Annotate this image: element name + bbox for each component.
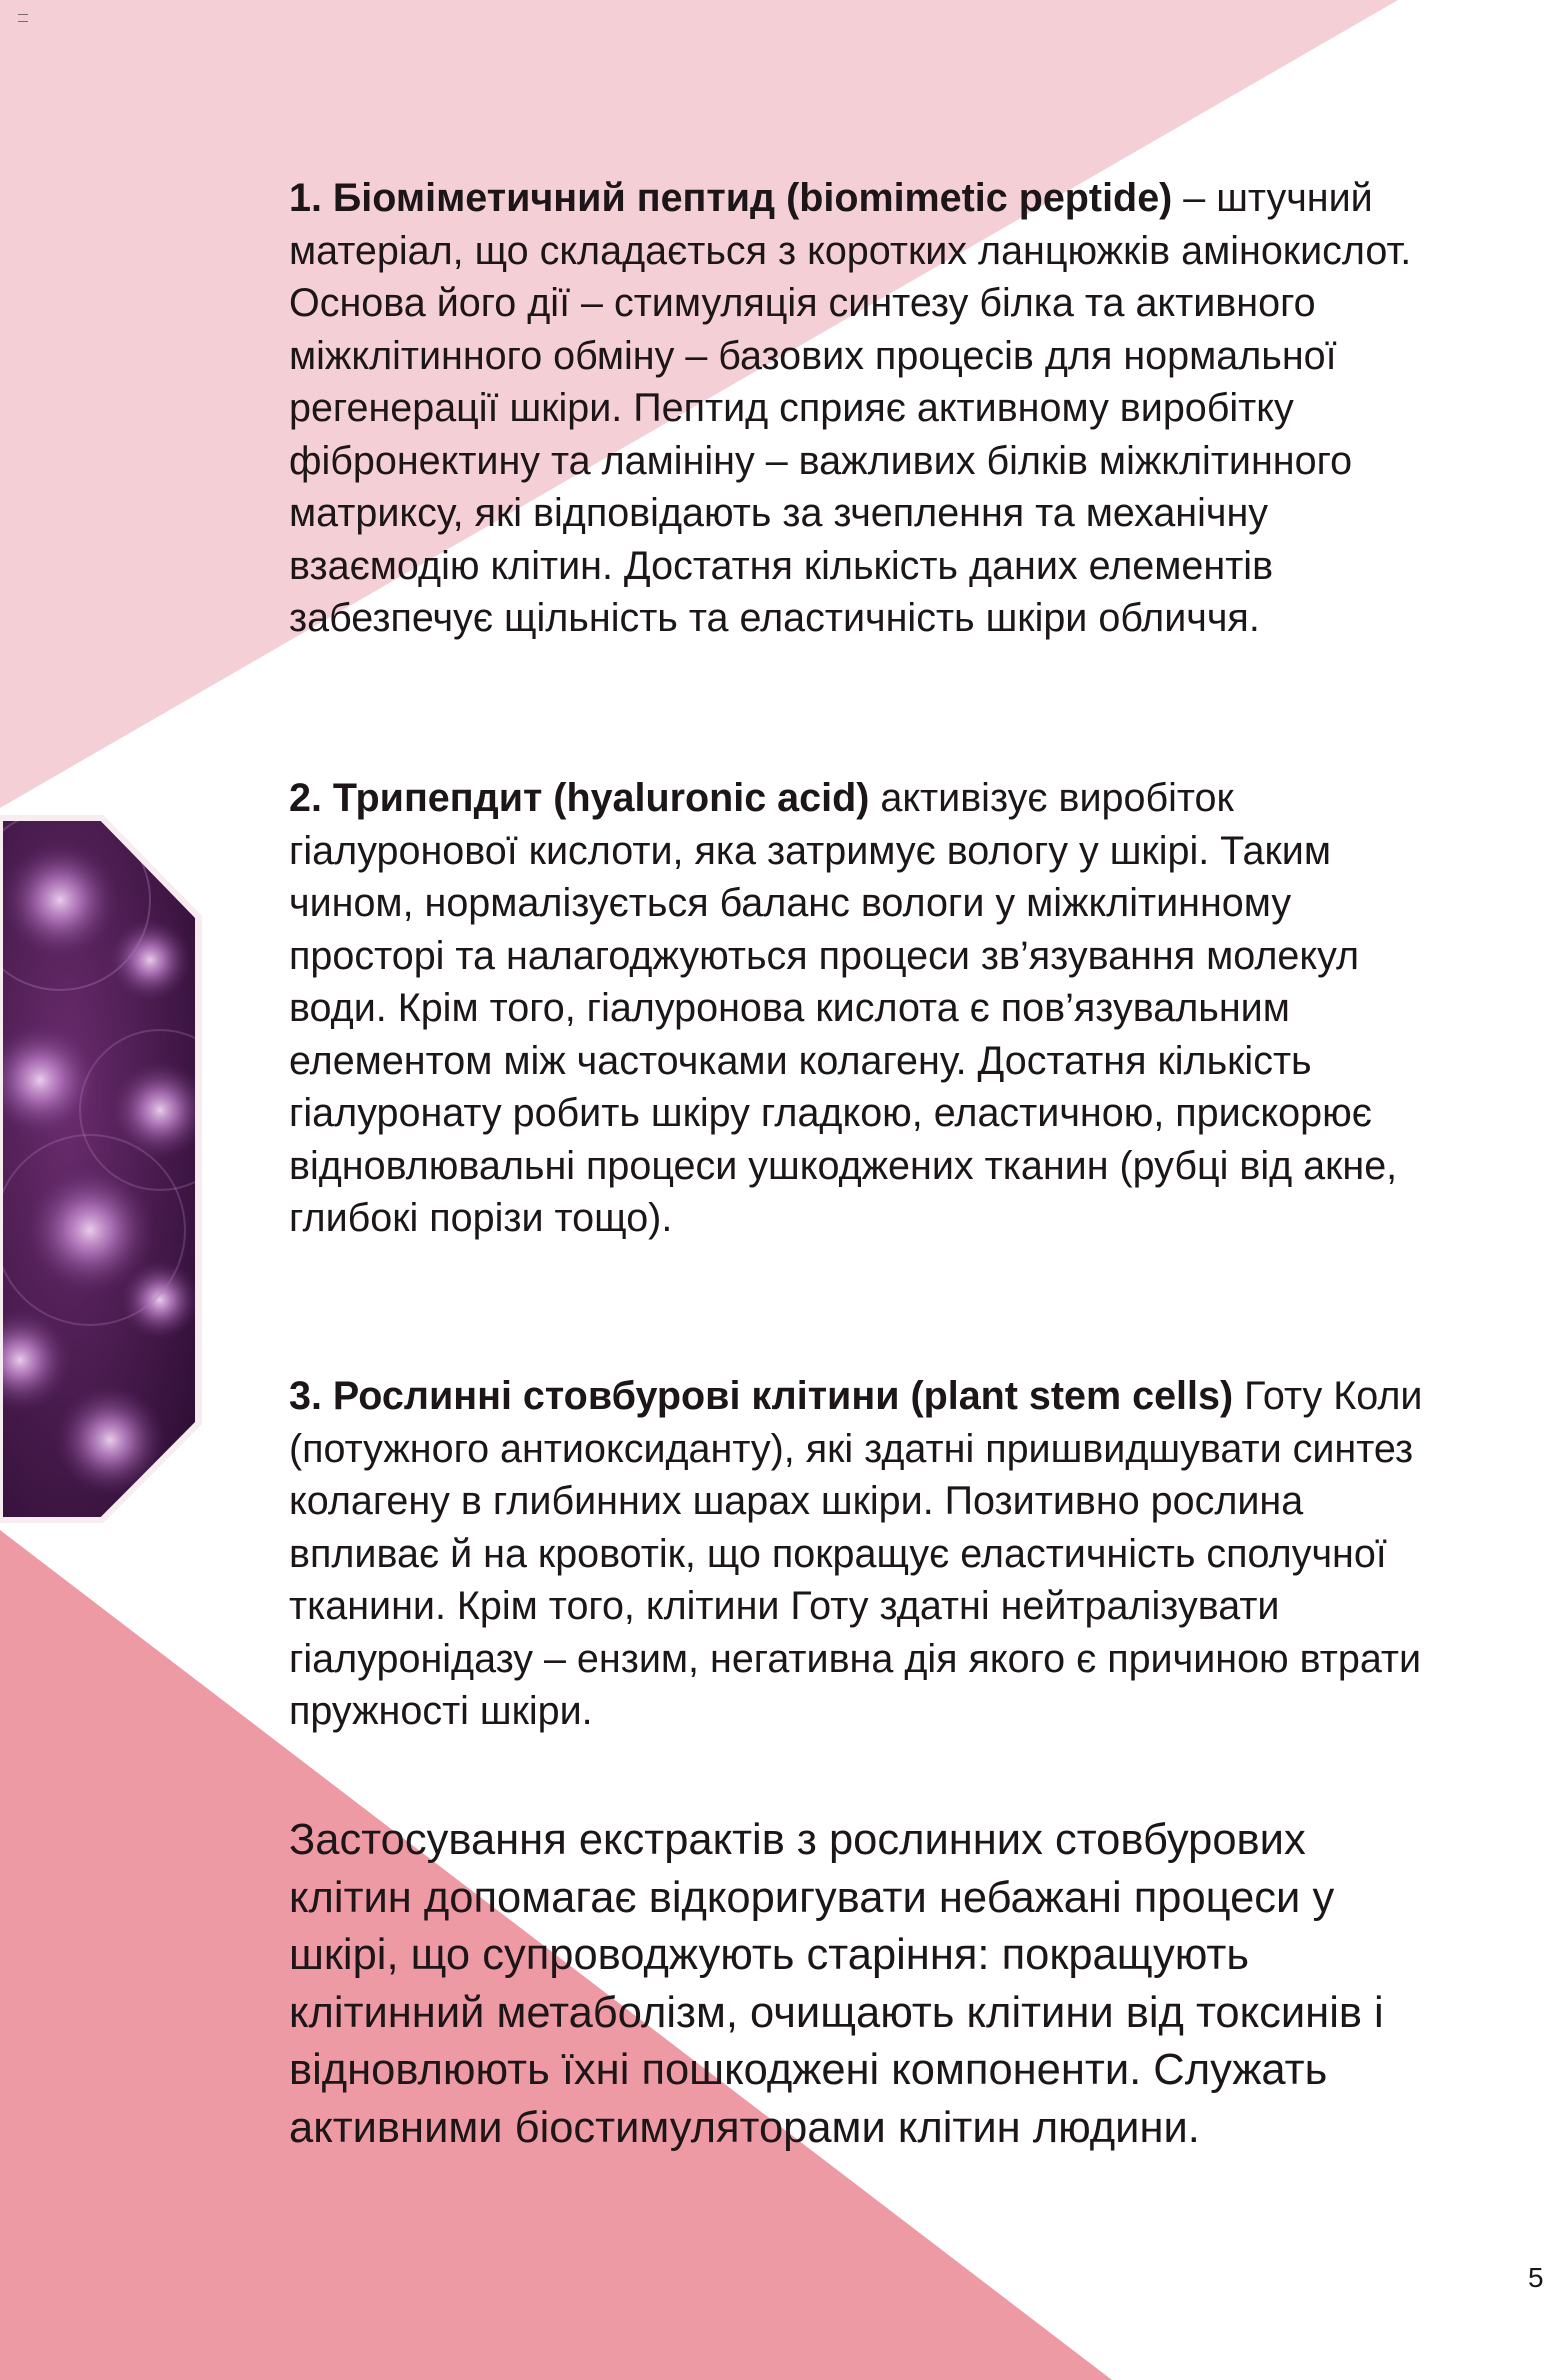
paragraph-title: 1. Біоміметичний пептид (biomimetic peptide) [289, 176, 1173, 220]
paragraph-body: Готу Коли (потужного антиоксиданту), які здатні пришвидшувати синтез колагену в глибинних шарах шкіри. Позитивно рослина впливає й на кровотік, що покращує еластичність сполучної тканини. Крім того, клітини Готу здатні нейтралізувати гіалуронідазу – ензим, негативна дія якого є причиною втрати пружності шкіри. [289, 1374, 1423, 1733]
paragraph-body: активізує виробіток гіалуронової кислоти, яка затримує вологу у шкірі. Таким чином, нормалізується баланс вологи у міжклітинному просторі та налагоджуються процеси зв’язування молекул води. Крім того, гіалуронова кислота є пов’язувальним елементом між часточками колагену. Достатня кількість гіалуронату робить шкіру гладкою, еластичною, прискорює відновлювальні процеси ушкоджених тканин (рубці від акне, глибокі порізи тощо). [289, 776, 1398, 1240]
corner-mark [18, 14, 28, 22]
page-number: 5 [1528, 2262, 1544, 2293]
cells-microscope-image [0, 800, 240, 1540]
paragraph-body: Застосування екстрактів з рослинних стовбурових клітин допомагає відкоригувати небажані процеси у шкірі, що супроводжують старіння: покращують клітинний метаболізм, очищають клітини від токсинів і відновлюють їхні пошкоджені компоненти. Служать активними біостимуляторами клітин людини. [289, 1816, 1384, 2152]
paragraph-biomimetic-peptide [289, 172, 1449, 645]
paragraph-body: – штучний матеріал, що складається з коротких ланцюжків амінокислот. Основа його дії – стимуляція синтезу білка та активного міжклітинного обміну – базових процесів для нормальної регенерації шкіри. Пептид сприяє активному виробітку фібронектину та ламініну – важливих білків міжклітинного матриксу, які відповідають за зчеплення та механічну взаємодію клітин. Достатня кількість даних елементів забезпечує щільність та еластичність шкіри обличчя. [289, 176, 1412, 640]
paragraph-title: 2. Трипепдит (hyaluronic acid) [289, 776, 870, 820]
paragraph-plant-stem-cells [289, 1370, 1449, 1738]
paragraph-title: 3. Рослинні стовбурові клітини (plant stem cells) [289, 1374, 1234, 1418]
paragraph-tripeptide [289, 772, 1449, 1245]
paragraph-summary [289, 1812, 1429, 2157]
